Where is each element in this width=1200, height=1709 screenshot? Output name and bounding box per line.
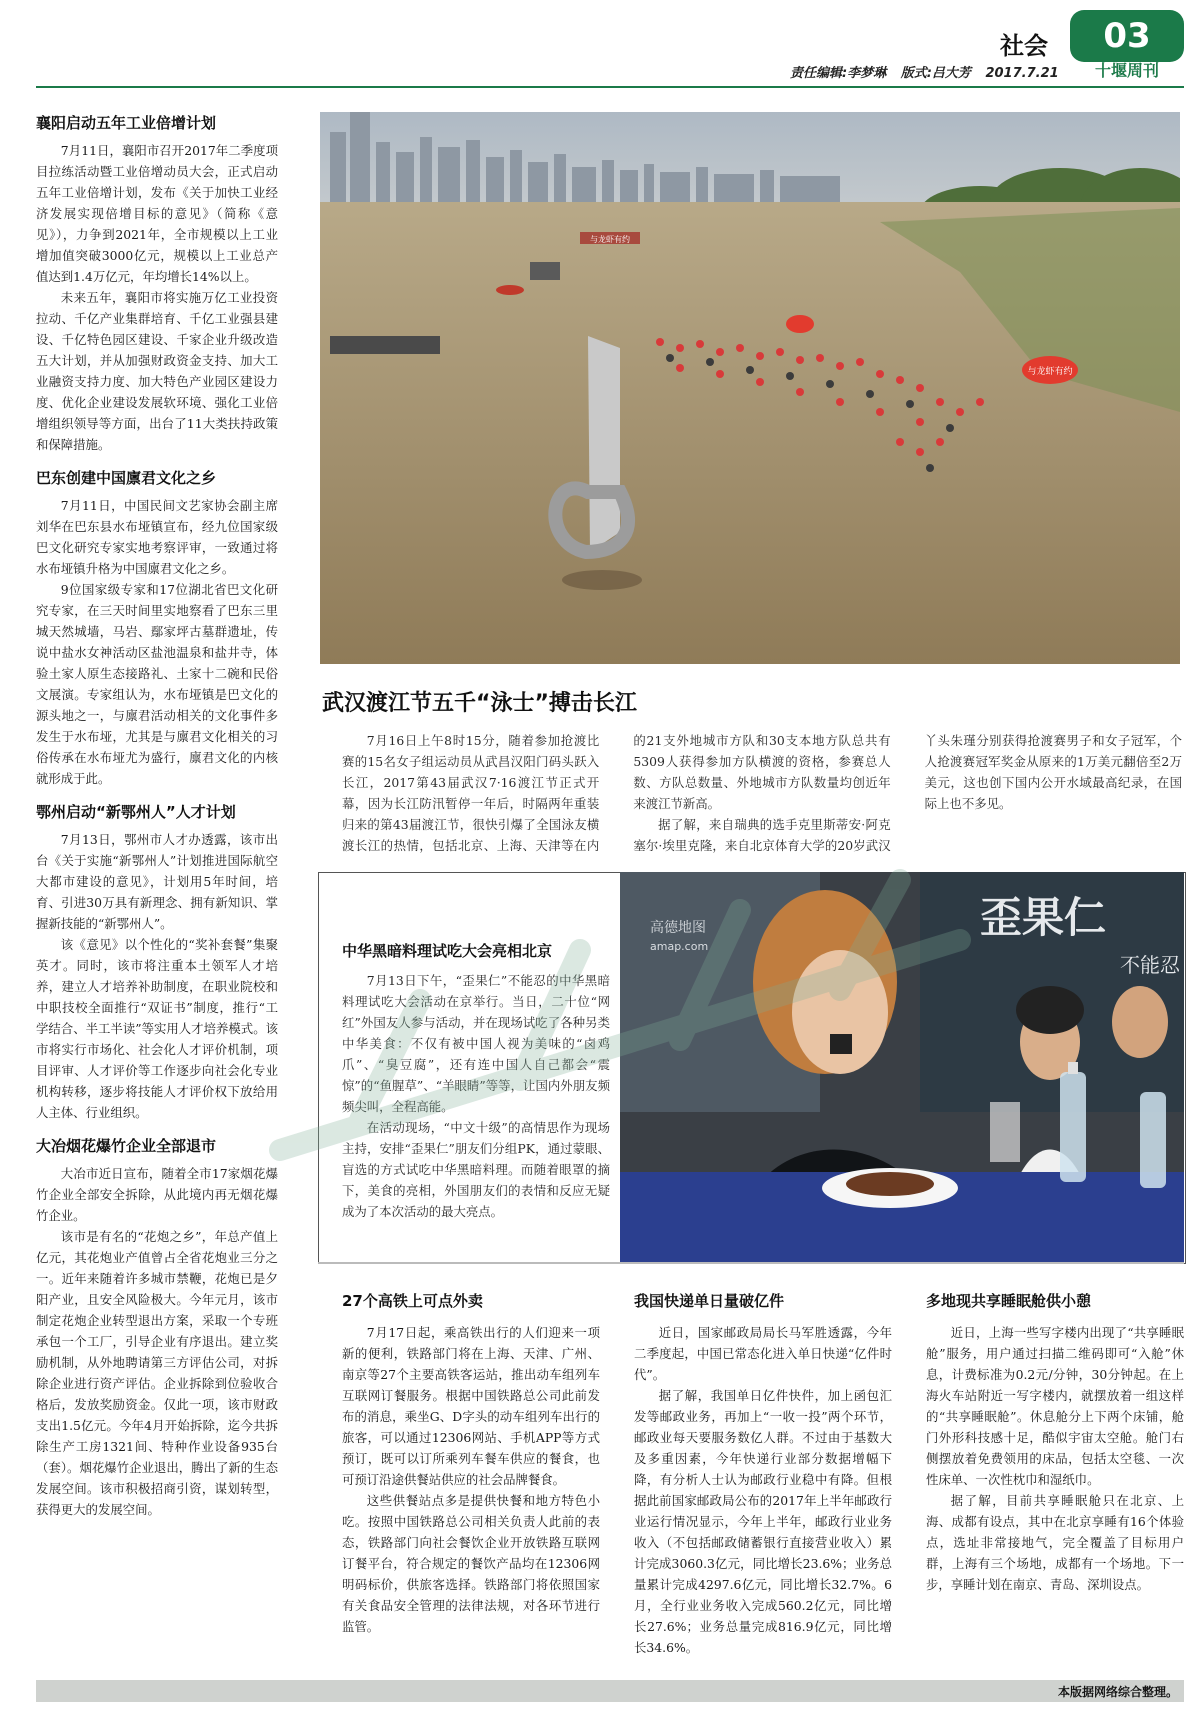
- news-brief: [36, 112, 278, 455]
- news-brief: [36, 801, 278, 1123]
- news-title: 多地现共享睡眠舱供小憩: [926, 1292, 1092, 1310]
- news-title: 我国快递单日量破亿件: [634, 1292, 785, 1310]
- news-title: 27个高铁上可点外卖: [342, 1292, 483, 1310]
- page-number-badge: 03: [1070, 10, 1184, 62]
- paragraph: 这些供餐站点多是提供快餐和地方特色小吃。按照中国铁路总公司相关负责人此前的表态，铁路部门向社会餐饮企业开放铁路互联网订餐平台，符合规定的餐饮产品均在12306网明码标价，供旅客选择。铁路部门将依照国家有关食品安全管理的法律法规，对各环节进行监管。: [342, 1493, 600, 1634]
- backdrop-url: amap.com: [650, 940, 709, 953]
- layout-credit: 版式:吕大芳: [900, 66, 971, 81]
- left-news-column: [36, 112, 278, 1532]
- news-brief-title: 襄阳启动五年工业倍增计划: [36, 114, 217, 132]
- boat-sign: 与龙虾有约: [590, 235, 630, 244]
- buoy-sign: 与龙虾有约: [1027, 367, 1073, 377]
- paragraph: 近日，国家邮政局局长马军胜透露，今年二季度起，中国已常态化进入单日快递“亿件时代”。: [634, 1325, 892, 1382]
- backdrop-logo: 高德地图: [650, 920, 706, 936]
- feature-title: 中华黑暗料理试吃大会亮相北京: [342, 942, 553, 960]
- issue-date: 2017.7.21: [985, 66, 1059, 81]
- paragraph: 未来五年，襄阳市将实施万亿工业投资拉动、千亿产业集群培育、千亿工业强县建设、千亿特色园区建设、千家企业升级改造五大计划，并从加强财政资金支持、加大工业融资支持力度、加大特色产业园区建设力度、优化企业建设发展软环境、强化工业倍增组织领导等方面，出台了11大类扶持政策和保障措施。: [36, 290, 278, 452]
- backdrop-sign-sub: 不能忍: [1120, 953, 1180, 977]
- paragraph: 大冶市近日宣布，随着全市17家烟花爆竹企业全部安全拆除，从此境内再无烟花爆竹企业。: [36, 1166, 278, 1223]
- section-title: 社会: [1000, 32, 1048, 60]
- news-brief: [36, 1135, 278, 1520]
- paragraph: 7月11日，襄阳市召开2017年二季度项目拉练活动暨工业倍增动员大会，正式启动五年工业倍增计划，发布《关于加快工业经济发展实现倍增目标的意见》（简称《意见》），力争到2021年，全市规模以上工业增加值突破3000亿元，规模以上工业总产值达到1.4万亿元，年均增长14%以上。: [36, 143, 278, 284]
- news-column-sleep-pod: [926, 1290, 1184, 1595]
- paragraph: 该《意见》以个性化的“奖补套餐”集聚英才。同时，该市将注重本土领军人才培养，建立人才培养补助制度，在职业院校和中职技校全面推行“双证书”制度，推行“工学结合、半工半读”等实用人才培养模式。该市将实行市场化、社会化人才评价机制，项目评审、人才评价等工作逐步向社会化专业机构转移，逐步将技能人才评价权下放给用人主体、行业组织。: [36, 937, 278, 1120]
- paragraph: 9位国家级专家和17位湖北省巴文化研究专家，在三天时间里实地察看了巴东三里城天然城墙，马岩、鄢家坪古墓群遗址，传说中盐水女神活动区盐池温泉和盐井寺，体验土家人原生态接路礼、土家十二碗和民俗文展演。专家组认为，水布垭镇是巴文化的源头地之一，与廪君活动相关的文化事件多发生于水布垭，尤其是与廪君文化相关的习俗传承在水布垭尤为盛行，廪君文化的内核就形成于此。: [36, 582, 278, 786]
- feature-body: [342, 970, 610, 1222]
- news-brief-title: 鄂州启动“新鄂州人”人才计划: [36, 803, 236, 821]
- footer-bar: [36, 1680, 1184, 1702]
- main-story-body: [342, 730, 1182, 868]
- header-rule: [36, 86, 1184, 88]
- tasting-event-photo: [620, 872, 1184, 1262]
- paragraph: 据了解，我国单日亿件快件，加上函包汇发等邮政业务，再加上“一收一投”两个环节，邮政业每天要服务数亿人群。不过由于基数大及多重因素，今年快递行业部分数据增幅下降，有分析人士认为邮政行业稳中有降。但根据此前国家邮政局公布的2017年上半年邮政行业运行情况显示，今年上半年，邮政行业业务收入（不包括邮政储蓄银行直接营业收入）累计完成3060.3亿元，同比增长23.6%；业务总量累计完成4297.6亿元，同比增长32.7%。6月，全行业业务收入完成560.2亿元，同比增长27.6%；业务总量完成816.9亿元，同比增长34.6%。: [634, 1388, 892, 1655]
- paragraph: 7月17日起，乘高铁出行的人们迎来一项新的便利，铁路部门将在上海、天津、广州、南京等27个主要高铁客运站，推出动车组列车互联网订餐服务。根据中国铁路总公司此前发布的消息，乘坐G、D字头的动车组列车出行的旅客，可以通过12306网站、手机APP等方式预订，既可以订所乘列车餐车供应的餐食，也可预订沿途供餐站供应的社会品牌餐食。: [342, 1325, 600, 1487]
- paragraph: 近日，上海一些写字楼内出现了“共享睡眠舱”服务，用户通过扫描二维码即可“入舱”休息，计费标准为0.2元/分钟，30分钟起。在上海火车站附近一写字楼内，就摆放着一组这样的“共享睡眠舱”。休息舱分上下两个床铺，舱门外形科技感十足，酷似宇宙太空舱。舱门右侧摆放着免费领用的床品，包括太空毯、一次性床单、一次性枕巾和湿纸巾。: [926, 1325, 1184, 1487]
- news-brief-title: 巴东创建中国廪君文化之乡: [36, 469, 217, 487]
- masthead-logo: 十堰周刊: [1094, 61, 1159, 80]
- source-note: 本版据网络综合整理。: [1057, 1685, 1178, 1699]
- paragraph: 7月13日，鄂州市人才办透露，该市出台《关于实施“新鄂州人”计划推进国际航空大都市建设的意见》，计划用5年时间，培育、引进30万具有新理念、拥有新知识、掌握新技能的“新鄂州人”。: [36, 832, 278, 931]
- news-brief-title: 大冶烟花爆竹企业全部退市: [36, 1137, 217, 1155]
- paragraph: 7月13日下午，“歪果仁”不能忍的中华黑暗料理试吃大会活动在京举行。当日，二十位“网红”外国友人参与活动，并在现场试吃了各种另类中华美食：不仅有被中国人视为美味的“卤鸡爪”、“臭豆腐”，还有连中国人自己都会“震惊”的“鱼腥草”、“羊眼睛”等等，让国内外朋友频频尖叫，全程高能。: [342, 973, 610, 1114]
- main-story-title: 武汉渡江节五千“泳士”搏击长江: [322, 691, 637, 716]
- editor-credit: 责任编辑:李梦琳: [790, 66, 887, 81]
- news-column-rail: [342, 1290, 600, 1637]
- news-column-express: [634, 1290, 892, 1658]
- paragraph: 该市是有名的“花炮之乡”，年总产值上亿元，其花炮业产值曾占全省花炮业三分之一。近年来随着许多城市禁鞭，花炮已是夕阳产业，且安全风险极大。今年元月，该市制定花炮企业转型退出方案，采取一个专班承包一个工厂，引导企业有序退出。建立奖励机制，从外地聘请第三方评估公司，对拆除企业进行资产评估。企业拆除到位验收合格后，发放奖励资金。仅此一项，该市财政支出1.5亿元。今年4月开始拆除，迄今共拆除生产工房1321间、特种作业设备935台（套）。烟花爆竹企业退出，腾出了新的生态发展空间。该市积极招商引资，谋划转型，获得更大的发展空间。: [36, 1229, 278, 1517]
- credit-line: [790, 62, 1069, 81]
- news-brief: [36, 467, 278, 789]
- paragraph: 7月11日，中国民间文艺家协会副主席刘华在巴东县水布垭镇宣布，经九位国家级巴文化研究专家实地考察评审，一致通过将水布垭镇升格为中国廪君文化之乡。: [36, 498, 278, 576]
- paragraph: 据了解，来自瑞典的选手克里斯蒂安·阿克塞尔·埃里克隆，来自北京体育大学的20岁武汉丫头朱瑾分别获得抢渡赛男子和女子冠军，个人抢渡赛冠军奖金从原来的1万美元翻倍至2万美元，这也创下国内公开水域最高纪录，在国际上也不多见。: [633, 733, 1182, 853]
- paragraph: 在活动现场，“中文十级”的高情思作为现场主持，安排“歪果仁”朋友们分组PK，通过蒙眼、盲选的方式试吃中华黑暗料理。而随着眼罩的摘下，美食的亮相，外国朋友们的表情和反应无疑成为了本次活动的最大亮点。: [342, 1120, 610, 1219]
- paragraph: 据了解，目前共享睡眠舱只在北京、上海、成都有设点，其中在北京享睡有16个体验点，选址非常接地气，完全覆盖了目标用户群，上海有三个场地，成都有一个场地。下一步，享睡计划在南京、青岛、深圳设点。: [926, 1493, 1184, 1592]
- section-divider: [318, 1262, 1184, 1264]
- paragraph: 7月16日上午8时15分，随着参加抢渡比赛的15名女子组运动员从武昌汉阳门码头跃入长江，2017第43届武汉7·16渡江节正式开幕，因为长江防汛暂停一年后，时隔两年重装归来的第43届渡江节，很快引爆了全国泳友横渡长江的热情，包括北京、上海、天津等在内的21支外地城市方队和30支本地方队总共有5309人获得参加方队横渡的资格，参赛总人数、方队总数量、外地城市方队数量均创近年来渡江节新高。: [342, 733, 891, 853]
- yangtze-swim-photo: [320, 112, 1180, 664]
- backdrop-sign: 歪果仁: [980, 893, 1107, 942]
